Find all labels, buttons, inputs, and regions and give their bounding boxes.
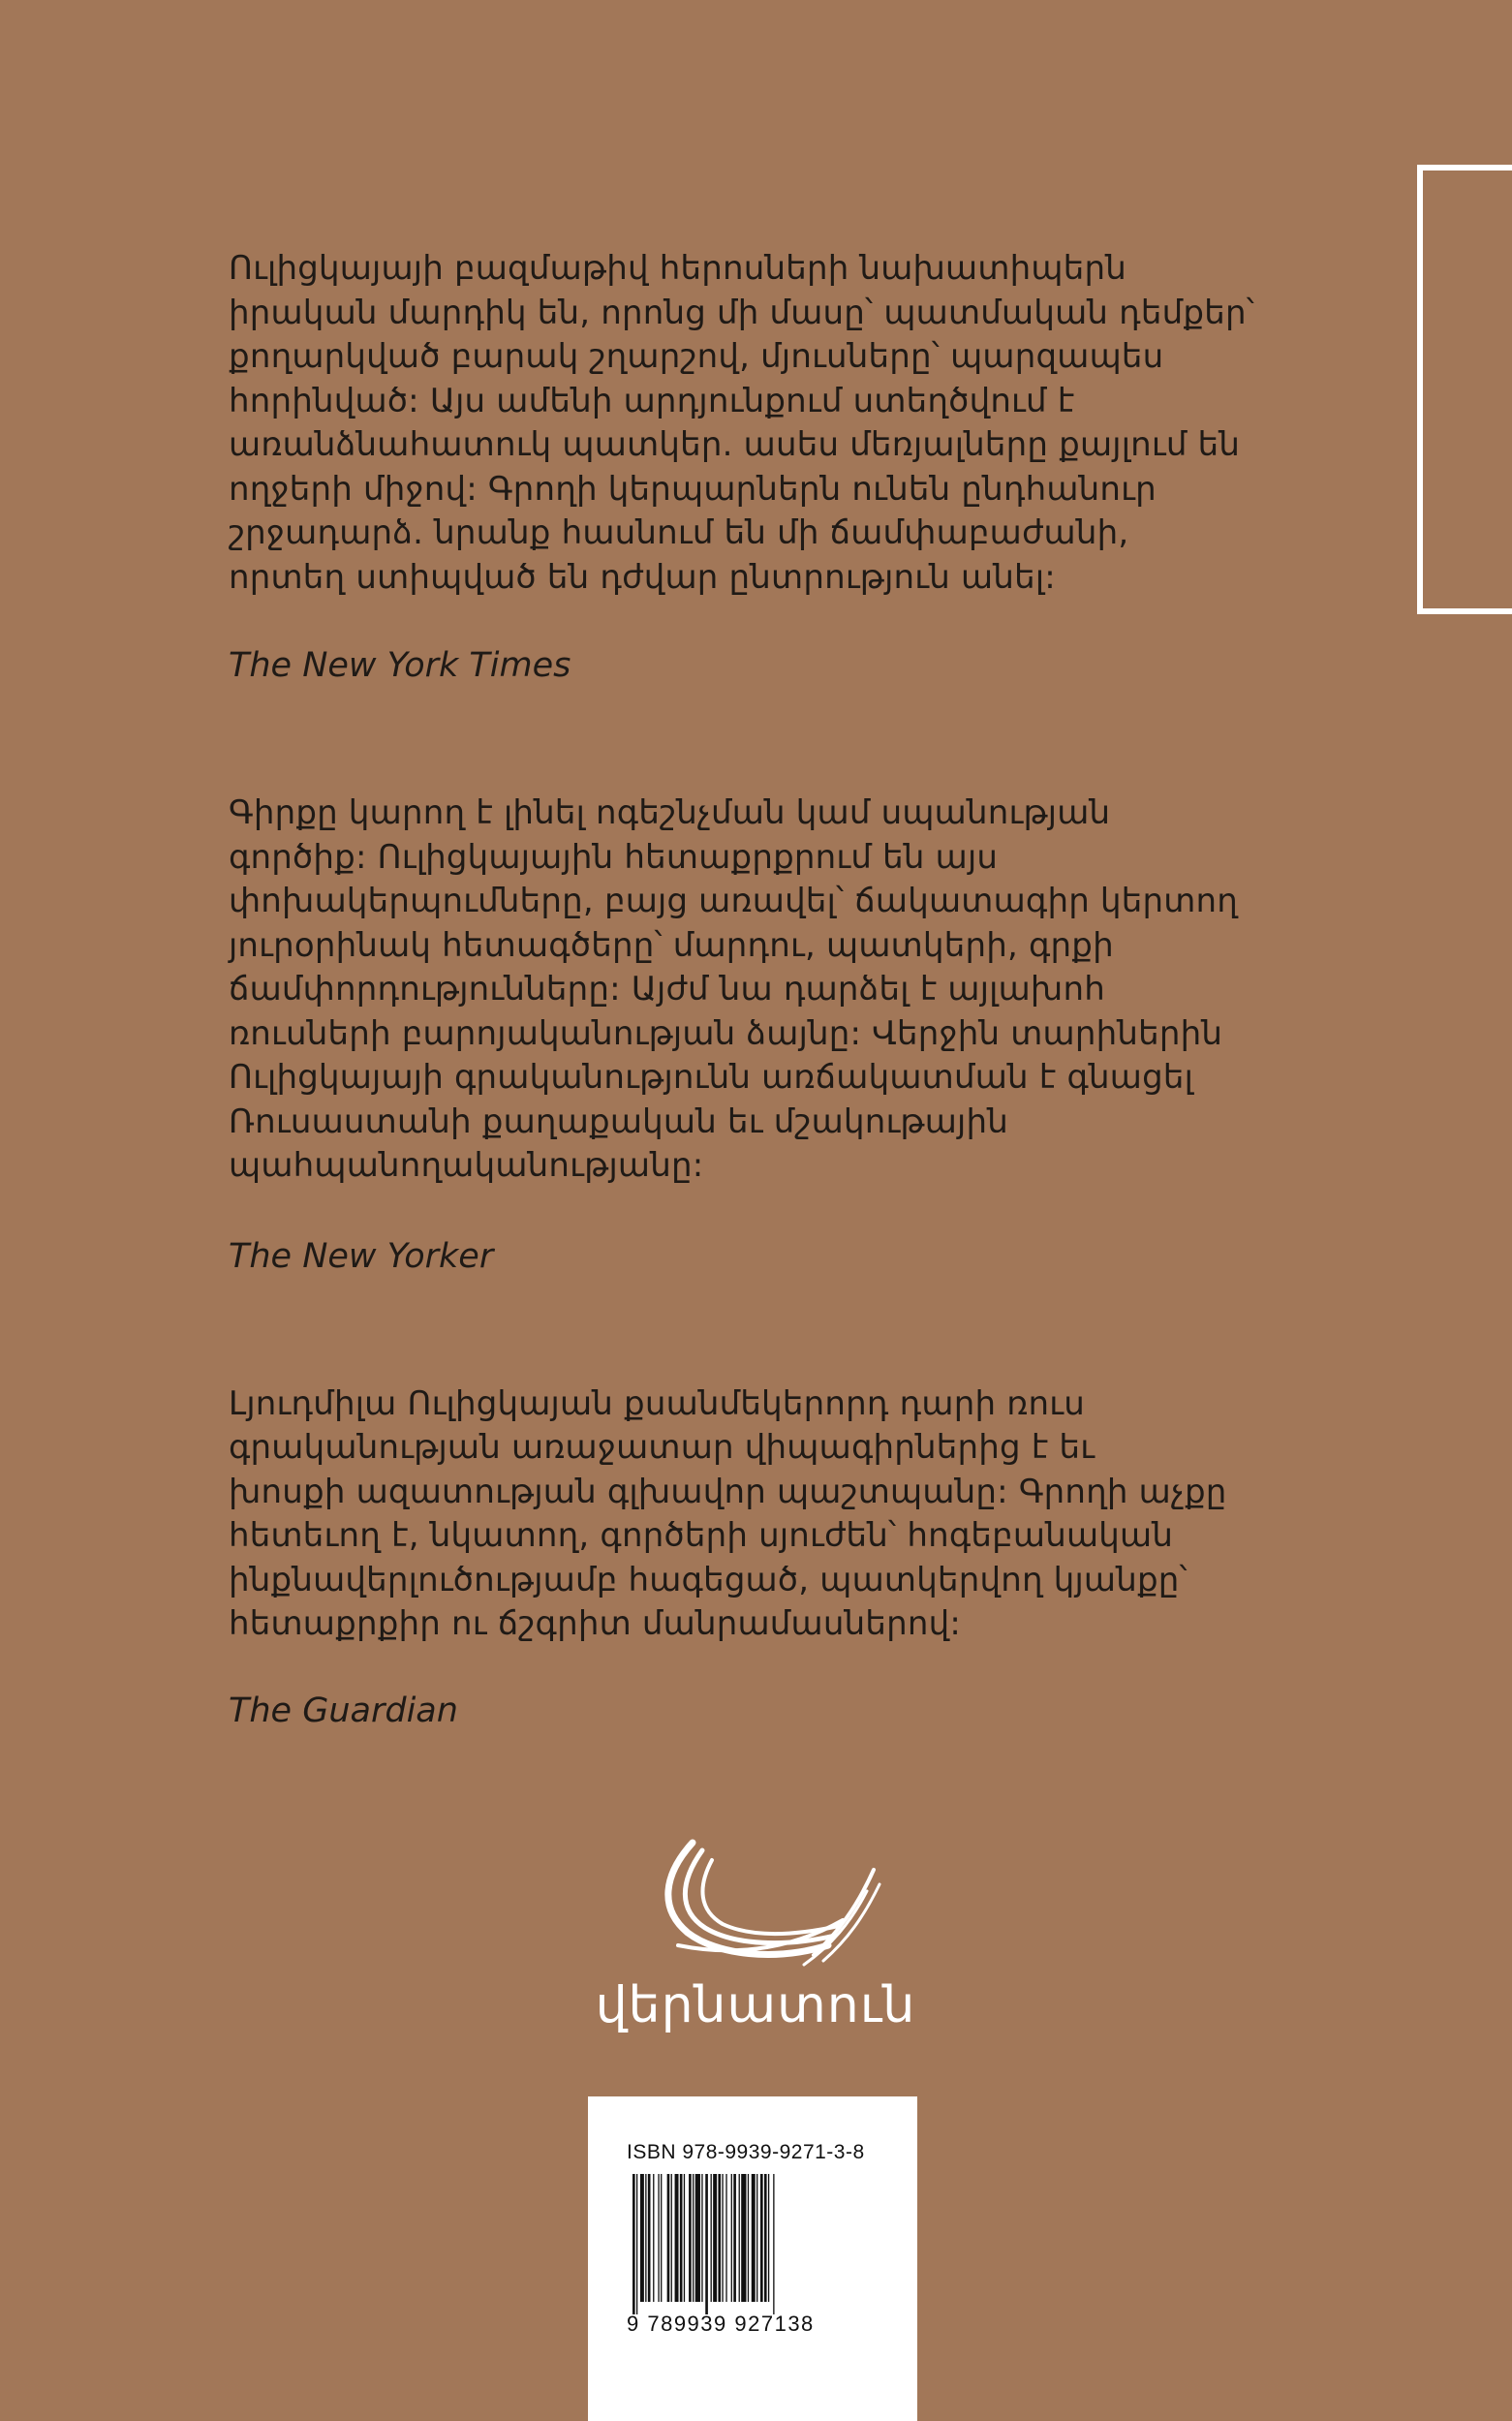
review-text-1: Ուլիցկայայի բազմաթիվ հերոսների նախատիպերն իրական մարդիկ են, որոնց մի մասը՝ պատմական դեմքեր՝ քողարկված բարակ շղարշով, մյուսները՝ պարզապես հորինված: Այս ամենի արդյունքում ստեղծվում է առանձնահատուկ պատկեր. ասես մեռյալները քայլում են ողջերի միջով: Գրողի կերպարներն ունեն ընդհանուր շրջադարձ. նրանք հասնում են մի ճամփաբաժանի, որտեղ ստիպված են դժվար ընտրություն անել:	[229, 249, 1255, 597]
barcode-bar	[713, 2174, 717, 2302]
barcode-bar	[773, 2174, 774, 2314]
barcode-bar	[701, 2174, 702, 2302]
barcode-bar	[718, 2174, 721, 2302]
review-source-2: The New Yorker	[229, 1236, 494, 1276]
barcode-bar	[689, 2174, 692, 2302]
barcode-bar	[725, 2174, 726, 2302]
barcode-bar	[667, 2174, 670, 2302]
barcode-bar	[711, 2174, 712, 2302]
barcode-bar	[653, 2174, 654, 2302]
barcode	[627, 2174, 888, 2314]
isbn-label: ISBN 978-9939-9271-3-8	[627, 2141, 865, 2163]
reviews-section	[229, 247, 1342, 1730]
barcode-bar	[671, 2174, 672, 2302]
barcode-bar	[693, 2174, 694, 2302]
barcode-bar	[705, 2174, 708, 2314]
barcode-bar	[633, 2174, 635, 2314]
barcode-bar	[731, 2174, 732, 2302]
barcode-bar	[722, 2174, 723, 2302]
barcode-digits: 9 789939 927138	[627, 2312, 815, 2336]
barcode-bar	[741, 2174, 746, 2302]
barcode-bar	[680, 2174, 683, 2302]
barcode-bar	[675, 2174, 679, 2302]
barcode-bar	[658, 2174, 659, 2302]
barcode-bar	[640, 2174, 644, 2302]
barcode-bar	[752, 2174, 756, 2302]
review-source-1: The New York Times	[229, 646, 571, 685]
feather-wing-icon	[620, 1831, 891, 1976]
barcode-bar	[733, 2174, 736, 2302]
barcode-bar	[695, 2174, 700, 2302]
decorative-side-frame	[1417, 165, 1512, 614]
barcode-bar	[645, 2174, 646, 2302]
barcode-bar	[760, 2174, 763, 2302]
barcode-bar	[748, 2174, 749, 2302]
barcode-bar	[756, 2174, 757, 2302]
barcode-bar	[661, 2174, 662, 2302]
barcode-bar	[648, 2174, 651, 2302]
review-text-3: Լյուդմիլա Ուլիցկայան քսանմեկերորդ դարի ռուս գրականության առաջատար վիպագիրներից է եւ խոսքի ազատության գլխավոր պաշտպանը: Գրողի աչքը հետեւող է, նկատող, գործերի սյուժեն՝ հոգեբանական ինքնավերլուծությամբ հագեցած, պատկերվող կյանքը՝ հետաքրքիր ու ճշգրիտ մանրամասներով:	[229, 1383, 1227, 1643]
review-source-3: The Guardian	[229, 1691, 458, 1730]
barcode-bar	[684, 2174, 685, 2302]
barcode-bar	[739, 2174, 740, 2302]
barcode-bar	[764, 2174, 767, 2302]
barcode-bar	[636, 2174, 637, 2314]
barcode-bar	[768, 2174, 769, 2302]
review-text-2: Գիրքը կարող է լինել ոգեշնչման կամ սպանության գործիք: Ուլիցկայային հետաքրքրում են այս փոխակերպումները, բայց առավել՝ ճակատագիր կերտող յուրօրինակ հետագծերը՝ մարդու, պատկերի, գրքի ճամփորդությունները: Այժմ նա դարձել է այլախոհ ռուսների բարոյականության ձայնը: Վերջին տարիներին Ուլիցկայայի գրականությունն առճակատման է գնացել Ռուսաստանի քաղաքական եւ մշակութային պահպանողականությանը:	[229, 793, 1239, 1185]
publisher-logo	[581, 1831, 930, 2044]
publisher-name: վերնատուն	[595, 1976, 916, 2034]
barcode-panel	[588, 2096, 917, 2421]
